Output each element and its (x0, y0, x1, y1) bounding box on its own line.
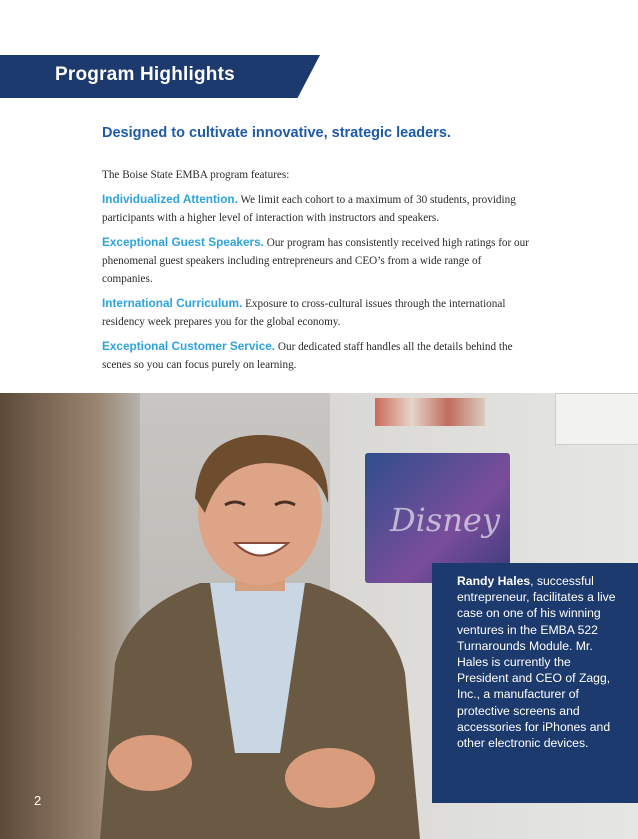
feature-text: Our program has consistently received high ratings for our phenomenal guest speakers including entrepreneurs and CEO’s from a wide range of companies. (102, 237, 529, 285)
feature-text: Exposure to cross-cultural issues through the international residency week prepares you for the global economy. (102, 298, 506, 328)
speaker-figure (60, 433, 480, 839)
feature-lead: Exceptional Customer Service. (102, 339, 276, 353)
photo-poster (375, 398, 485, 426)
feature-lead: International Curriculum. (102, 296, 243, 310)
feature-lead: Individualized Attention. (102, 192, 238, 206)
photo-caption (432, 563, 638, 803)
page-title: Program Highlights (55, 64, 235, 85)
feature-text: Our dedicated staff handles all the details behind the scenes so you can focus purely on learning. (102, 341, 513, 371)
feature-text: We limit each cohort to a maximum of 30 students, providing participants with a higher level of interaction with instructors and speakers. (102, 194, 516, 224)
page-number: 2 (34, 793, 42, 808)
feature-lead: Exceptional Guest Speakers. (102, 235, 264, 249)
caption-text: , successful entrepreneur, facilitates a live case on one of his winning ventures in the EMBA 522 Turnarounds Module. Mr. Hales is currently the President and CEO of Zagg, Inc., a manufacturer of protective screens and accessories for iPhones and other electronic devices. (457, 574, 616, 751)
feature-item (102, 294, 532, 331)
screen-logo-text: Disney (390, 501, 500, 539)
feature-item (102, 337, 532, 374)
caption-name: Randy Hales (457, 574, 531, 588)
features-body (102, 166, 532, 380)
intro-text: The Boise State EMBA program features: (102, 169, 290, 181)
feature-item (102, 190, 532, 227)
photo-paper-sign (555, 393, 638, 445)
section-subtitle: Designed to cultivate innovative, strategic leaders. (102, 125, 451, 141)
feature-item (102, 233, 532, 288)
